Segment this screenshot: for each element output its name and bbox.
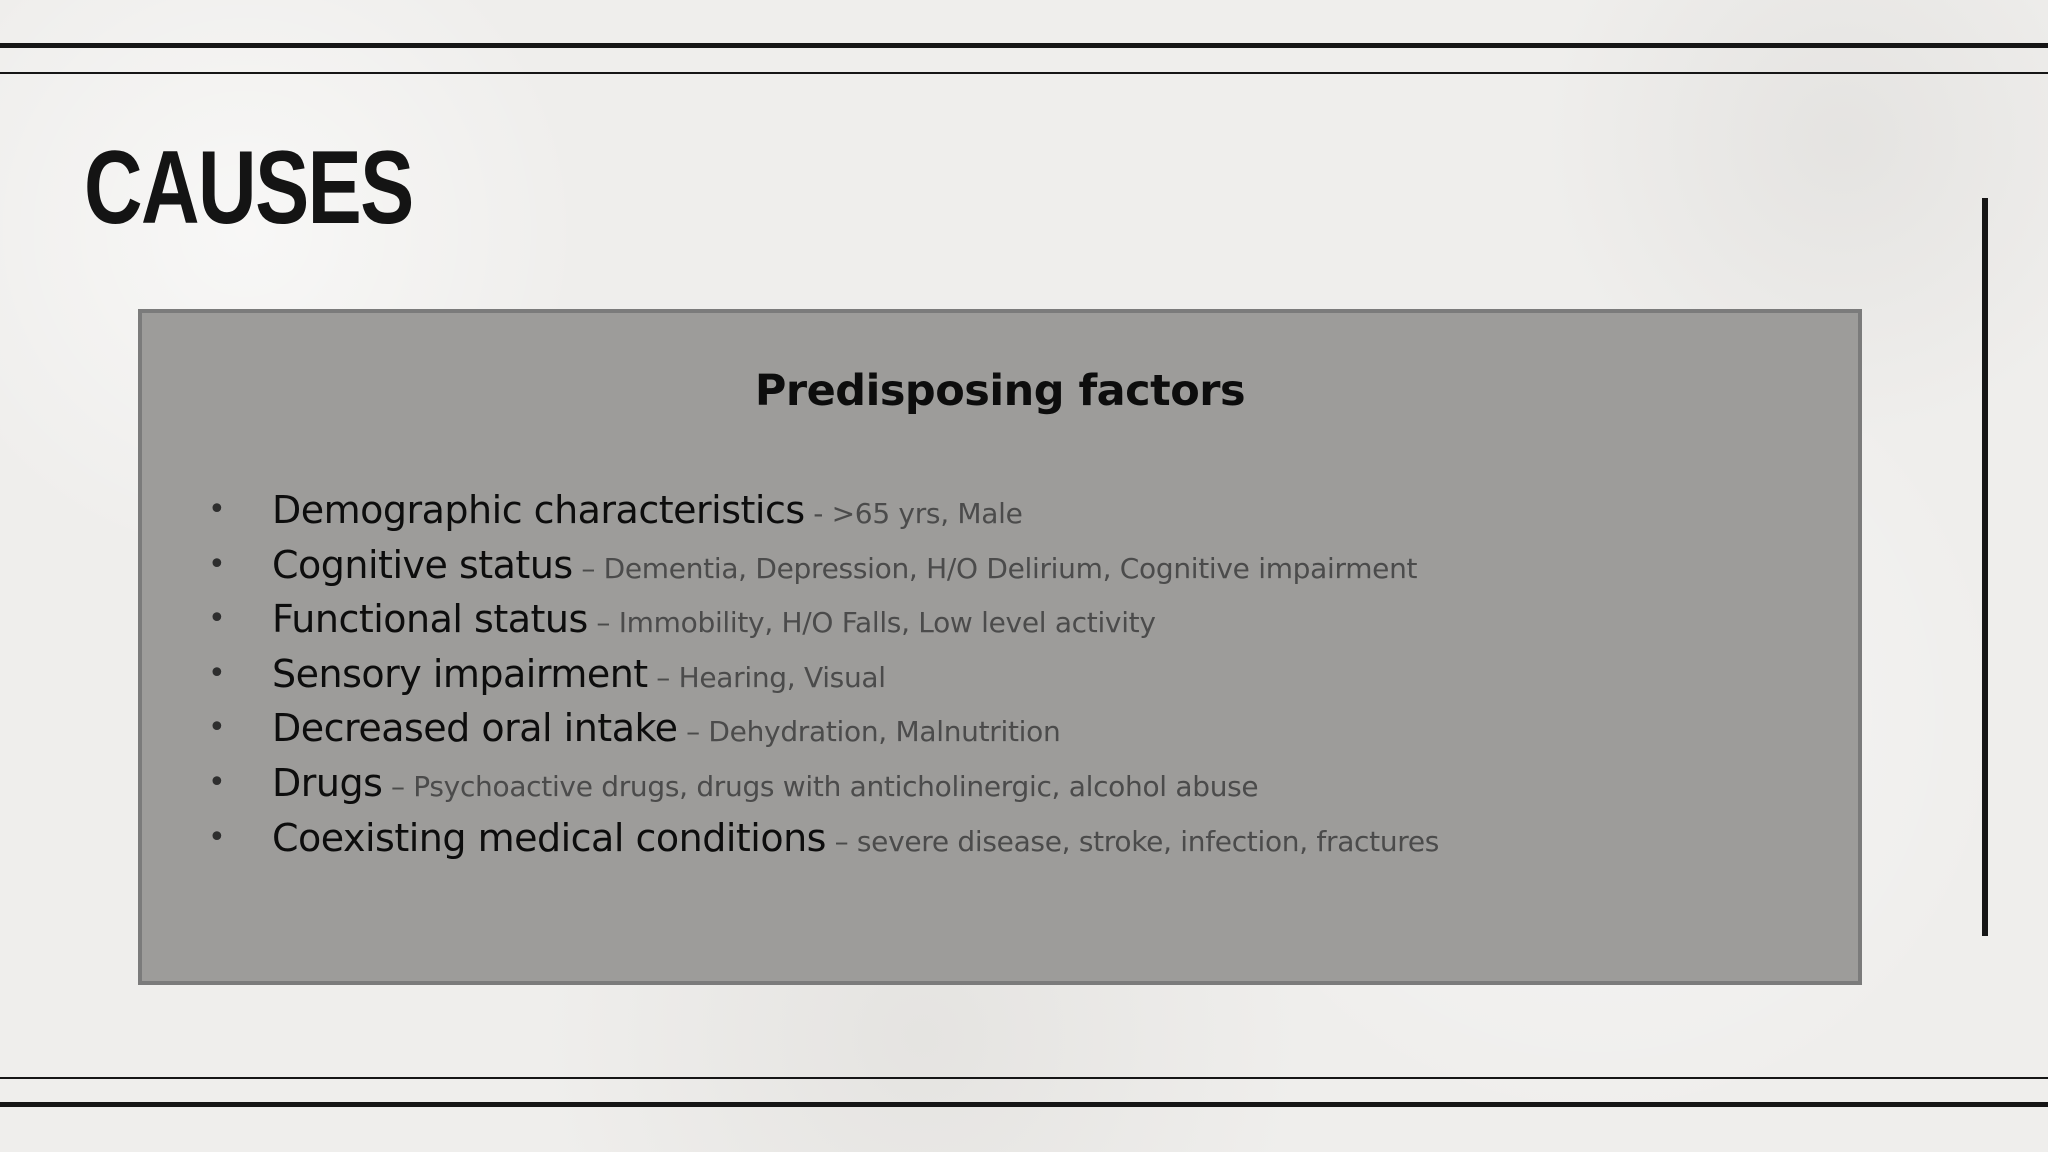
slide-title: CAUSES <box>84 130 413 246</box>
factor-item <box>208 758 1439 813</box>
vertical-accent-rule <box>1982 198 1988 936</box>
factor-detail: – Dehydration, Malnutrition <box>677 715 1061 749</box>
factor-term: Functional status <box>272 597 588 642</box>
factor-detail: – Psychoactive drugs, drugs with anticholinergic, alcohol abuse <box>382 769 1259 803</box>
factor-term: Demographic characteristics <box>272 488 805 532</box>
factor-item <box>208 540 1439 595</box>
top-border-thick <box>0 43 2048 48</box>
bullet-icon: • <box>208 546 226 582</box>
factor-term: Drugs <box>272 760 383 805</box>
factor-detail: - >65 yrs, Male <box>804 497 1023 530</box>
factor-item <box>208 649 1439 704</box>
bullet-icon: • <box>208 710 226 746</box>
factor-term: Coexisting medical conditions <box>272 815 826 860</box>
factor-item <box>208 813 1439 868</box>
factor-item <box>208 485 1439 540</box>
factor-term: Sensory impairment <box>272 651 648 696</box>
factor-term: Decreased oral intake <box>272 706 678 751</box>
bottom-border-thin <box>0 1077 2048 1079</box>
top-border-thin <box>0 72 2048 74</box>
factor-detail: – severe disease, stroke, infection, fractures <box>825 824 1440 858</box>
bullet-icon: • <box>208 819 226 855</box>
bottom-border-thick <box>0 1102 2048 1107</box>
factor-detail: – Hearing, Visual <box>647 660 886 694</box>
panel-heading: Predisposing factors <box>754 366 1246 416</box>
bullet-icon: • <box>208 764 226 800</box>
factor-item <box>208 703 1439 758</box>
factor-detail: – Dementia, Depression, H/O Delirium, Cognitive impairment <box>572 551 1418 585</box>
factor-list <box>208 485 1439 867</box>
factor-item <box>208 594 1439 649</box>
factor-detail: – Immobility, H/O Falls, Low level activity <box>587 606 1156 640</box>
bullet-icon: • <box>208 655 226 691</box>
bullet-icon: • <box>208 492 226 527</box>
predisposing-factors-panel <box>138 309 1862 985</box>
factor-term: Cognitive status <box>272 542 573 587</box>
bullet-icon: • <box>208 601 226 637</box>
